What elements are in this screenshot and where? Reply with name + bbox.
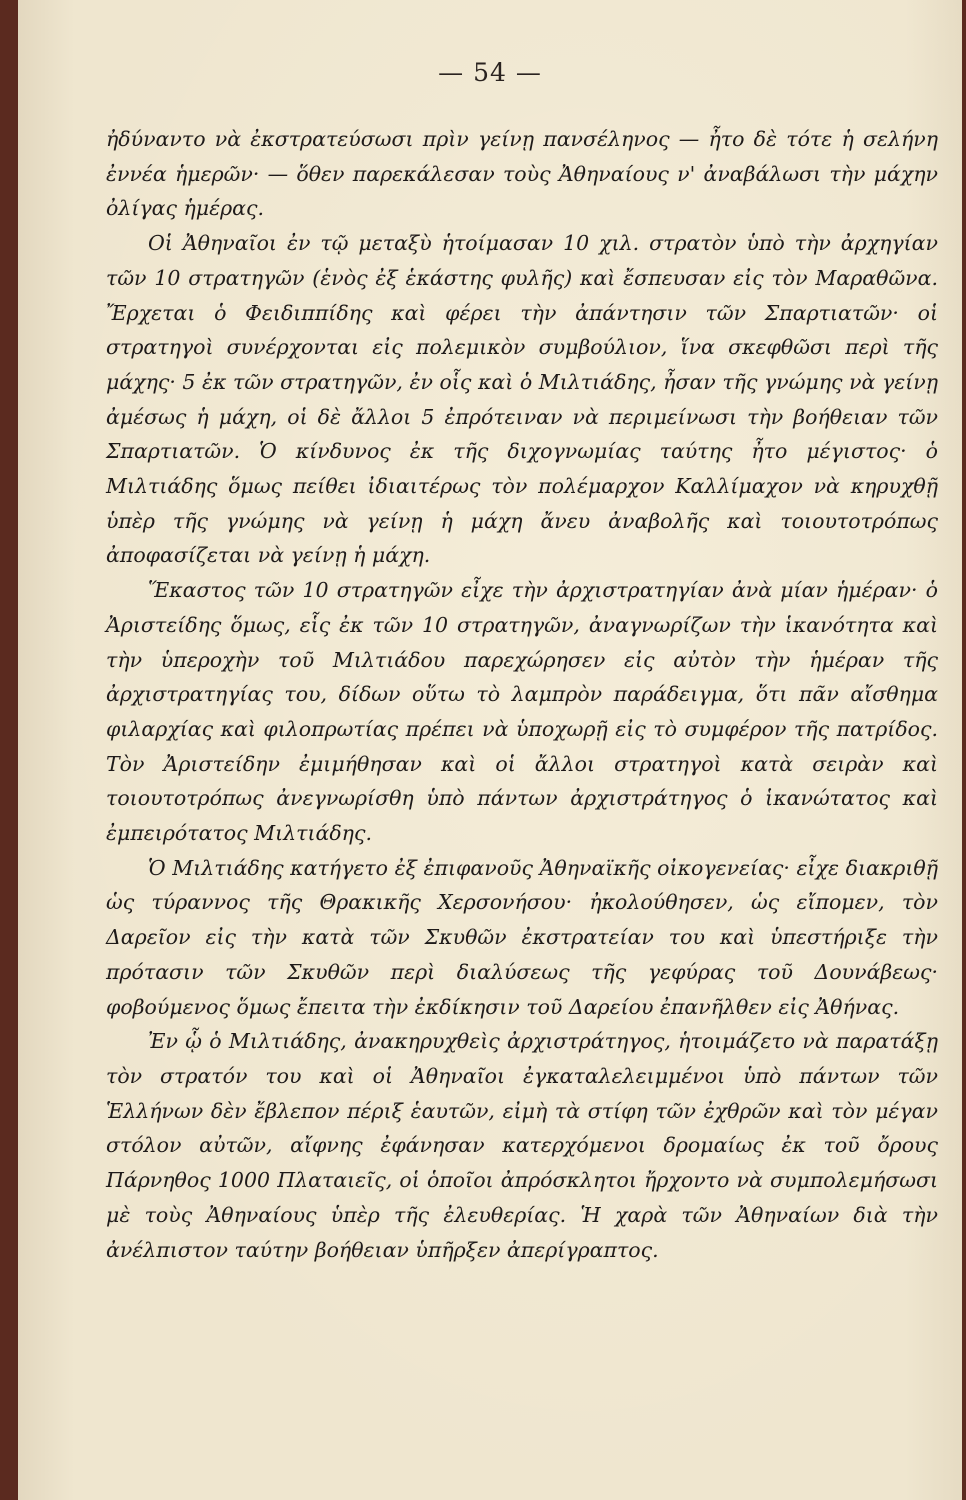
- paragraph-continuation: ἠδύναντο νὰ ἐκστρατεύσωσι πρὶν γείνῃ πανσέληνος — ἦτο δὲ τότε ἡ σελήνη ἐννέα ἡμερῶν· — ὅθεν παρεκάλεσαν τοὺς Ἀθηναίους ν' ἀναβάλωσι τὴν μάχην ὀλίγας ἡμέρας.: [106, 127, 938, 221]
- page-text: [106, 122, 938, 1267]
- paragraph-command-rotation: Ἕκαστος τῶν 10 στρατηγῶν εἶχε τὴν ἀρχιστρατηγίαν ἀνὰ μίαν ἡμέραν· ὁ Ἀριστείδης ὅμως, εἷς ἐκ τῶν 10 στρατηγῶν, ἀναγνωρίζων τὴν ἱκανότητα καὶ τὴν ὑπεροχὴν τοῦ Μιλτιάδου παρεχώρησεν εἰς αὐτὸν τὴν ἡμέραν τῆς ἀρχιστρατηγίας του, δίδων οὕτω τὸ λαμπρὸν παράδειγμα, ὅτι πᾶν αἴσθημα φιλαρχίας καὶ φιλοπρωτίας πρέπει νὰ ὑποχωρῇ εἰς τὸ συμφέρον τῆς πατρίδος. Τὸν Ἀριστείδην ἐμιμήθησαν καὶ οἱ ἄλλοι στρατηγοὶ κατὰ σειρὰν καὶ τοιουτοτρόπως ἀνεγνωρίσθη ὑπὸ πάντων ἀρχιστράτηγος ὁ ἱκανώτατος καὶ ἐμπειρότατος Μιλτιάδης.: [106, 578, 938, 846]
- paragraph-athenians-marathon: Οἱ Ἀθηναῖοι ἐν τῷ μεταξὺ ἡτοίμασαν 10 χιλ. στρατὸν ὑπὸ τὴν ἀρχηγίαν τῶν 10 στρατηγῶν (ἑνὸς ἐξ ἑκάστης φυλῆς) καὶ ἔσπευσαν εἰς τὸν Μαραθῶνα. Ἔρχεται ὁ Φειδιππίδης καὶ φέρει τὴν ἀπάντησιν τῶν Σπαρτιατῶν· οἱ στρατηγοὶ συνέρχονται εἰς πολεμικὸν συμβούλιον, ἵνα σκεφθῶσι περὶ τῆς μάχης· 5 ἐκ τῶν στρατηγῶν, ἐν οἷς καὶ ὁ Μιλτιάδης, ἦσαν τῆς γνώμης νὰ γείνῃ ἀμέσως ἡ μάχη, οἱ δὲ ἄλλοι 5 ἐπρότειναν νὰ περιμείνωσι τὴν βοήθειαν τῶν Σπαρτιατῶν. Ὁ κίνδυνος ἐκ τῆς διχογνωμίας ταύτης ἦτο μέγιστος· ὁ Μιλτιάδης ὅμως πείθει ἰδιαιτέρως τὸν πολέμαρχον Καλλίμαχον νὰ κηρυχθῇ ὑπὲρ τῆς γνώμης νὰ γείνῃ ἡ μάχη ἄνευ ἀναβολῆς καὶ τοιουτοτρόπως ἀποφασίζεται νὰ γείνῃ ἡ μάχη.: [106, 231, 938, 568]
- book-page: [18, 0, 962, 1500]
- paragraph-miltiades-origin: Ὁ Μιλτιάδης κατήγετο ἐξ ἐπιφανοῦς Ἀθηναϊκῆς οἰκογενείας· εἶχε διακριθῇ ὡς τύραννος τῆς Θρακικῆς Χερσονήσου· ἠκολούθησεν, ὡς εἴπομεν, τὸν Δαρεῖον εἰς τὴν κατὰ τῶν Σκυθῶν ἐκστρατείαν του καὶ ὑπεστήριξε τὴν πρότασιν τῶν Σκυθῶν περὶ διαλύσεως τῆς γεφύρας τοῦ Δουνάβεως· φοβούμενος ὅμως ἔπειτα τὴν ἐκδίκησιν τοῦ Δαρείου ἐπανῆλθεν εἰς Ἀθήνας.: [106, 855, 938, 1019]
- page-number: — 54 —: [438, 58, 542, 87]
- paragraph-plataeans-arrival: Ἐν ᾧ ὁ Μιλτιάδης, ἀνακηρυχθεὶς ἀρχιστράτηγος, ἡτοιμάζετο νὰ παρατάξῃ τὸν στρατόν του καὶ οἱ Ἀθηναῖοι ἐγκαταλελειμμένοι ὑπὸ πάντων τῶν Ἑλλήνων δὲν ἔβλεπον πέριξ ἑαυτῶν, εἰμὴ τὰ στίφη τῶν ἐχθρῶν καὶ τὸν μέγαν στόλον αὐτῶν, αἴφνης ἐφάνησαν κατερχόμενοι δρομαίως ἐκ τοῦ ὄρους Πάρνηθος 1000 Πλαταιεῖς, οἱ ὁποῖοι ἀπρόσκλητοι ἤρχοντο νὰ συμπολεμήσωσι μὲ τοὺς Ἀθηναίους ὑπὲρ τῆς ἐλευθερίας. Ἡ χαρὰ τῶν Ἀθηναίων διὰ τὴν ἀνέλπιστον ταύτην βοήθειαν ὑπῆρξεν ἀπερίγραπτος.: [106, 1029, 938, 1262]
